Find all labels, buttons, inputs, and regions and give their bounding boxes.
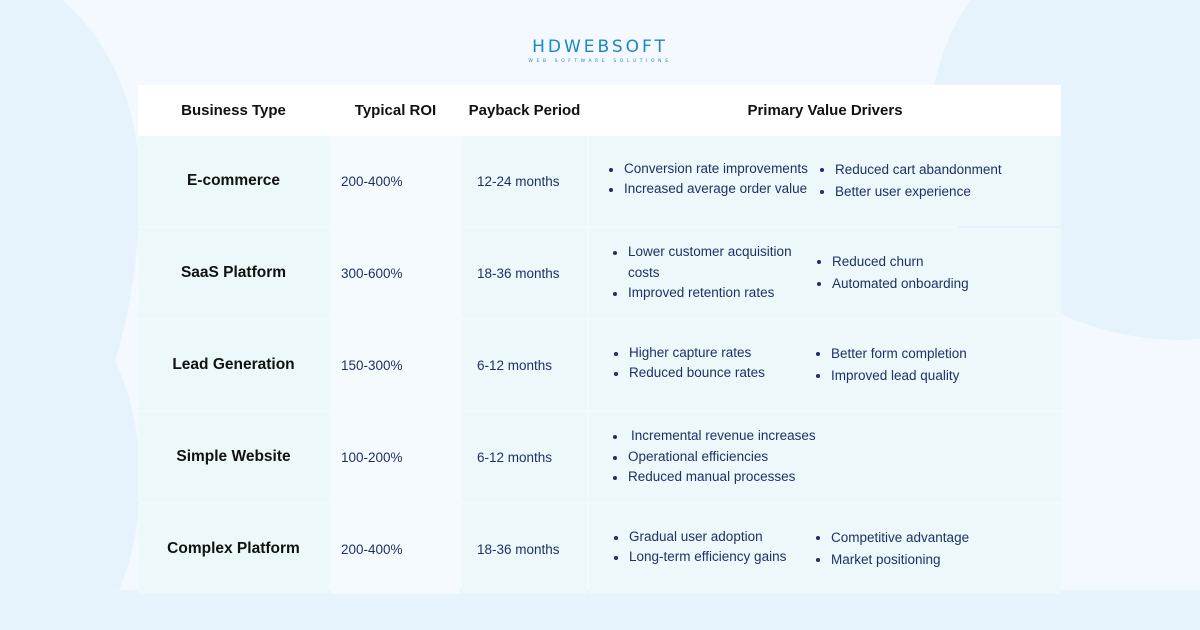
table-header-row [138,85,1061,136]
drivers-list-left [589,527,816,572]
typical-roi-cell: 200-400% [331,504,460,594]
drivers-list-left [589,426,839,488]
driver-item: Lower customer acquisition costs [613,242,813,283]
background-blob-left-lower [0,300,140,630]
value-drivers-cell [589,228,1061,318]
value-drivers-cell [589,320,1061,410]
typical-roi-cell: 200-400% [331,136,460,226]
brand-name: HDWEBSOFT [532,37,668,57]
table-row [138,136,1061,226]
payback-period-cell: 18-36 months [462,228,587,318]
driver-item: Increased average order value [609,179,820,200]
drivers-list-left [589,343,816,388]
driver-item: Higher capture rates [614,343,816,364]
business-type-cell: Complex Platform [138,504,329,594]
driver-item: Reduced cart abandonment [820,159,1002,182]
value-drivers-cell [589,136,1061,226]
brand-tagline: WEB SOFTWARE SOLUTIONS [528,59,672,64]
typical-roi-cell: 100-200% [331,412,460,502]
drivers-list-right [820,159,1002,204]
header-primary-value-drivers: Primary Value Drivers [747,102,903,119]
driver-item: Better user experience [820,181,1002,204]
drivers-list-left [589,242,817,304]
driver-item: Reduced churn [817,251,969,274]
drivers-list-right [817,251,969,296]
header-typical-roi: Typical ROI [354,102,437,119]
table-row [138,320,1061,410]
driver-item: Incremental revenue increases [613,426,839,447]
driver-item: Market positioning [816,549,969,572]
drivers-list-right [816,343,967,388]
driver-item: Reduced bounce rates [614,363,816,384]
driver-item: Long-term efficiency gains [614,547,816,568]
payback-period-cell: 6-12 months [462,320,587,410]
background-band-bottom [0,590,1200,630]
payback-period-cell: 18-36 months [462,504,587,594]
driver-item: Conversion rate improvements [609,159,820,180]
header-payback-period: Payback Period [468,102,581,119]
business-type-cell: SaaS Platform [138,228,329,318]
table-row [138,412,1061,502]
drivers-list-left [589,159,820,204]
roi-comparison-table [138,85,1061,596]
driver-item: Reduced manual processes [613,467,839,488]
driver-item: Better form completion [816,343,967,366]
table-row [138,228,1061,318]
business-type-cell: Simple Website [138,412,329,502]
brand-logo [524,38,676,68]
payback-period-cell: 6-12 months [462,412,587,502]
driver-item: Improved lead quality [816,365,967,388]
typical-roi-cell: 150-300% [331,320,460,410]
business-type-cell: E-commerce [138,136,329,226]
value-drivers-cell [589,504,1061,594]
value-drivers-cell [589,412,1061,502]
payback-period-cell: 12-24 months [462,136,587,226]
driver-item: Improved retention rates [613,283,817,304]
table-row [138,504,1061,594]
drivers-list-right [816,527,969,572]
header-business-type: Business Type [181,102,286,119]
typical-roi-cell: 300-600% [331,228,460,318]
driver-item: Operational efficiencies [613,447,839,468]
driver-item: Automated onboarding [817,273,969,296]
driver-item: Competitive advantage [816,527,969,550]
driver-item: Gradual user adoption [614,527,816,548]
business-type-cell: Lead Generation [138,320,329,410]
